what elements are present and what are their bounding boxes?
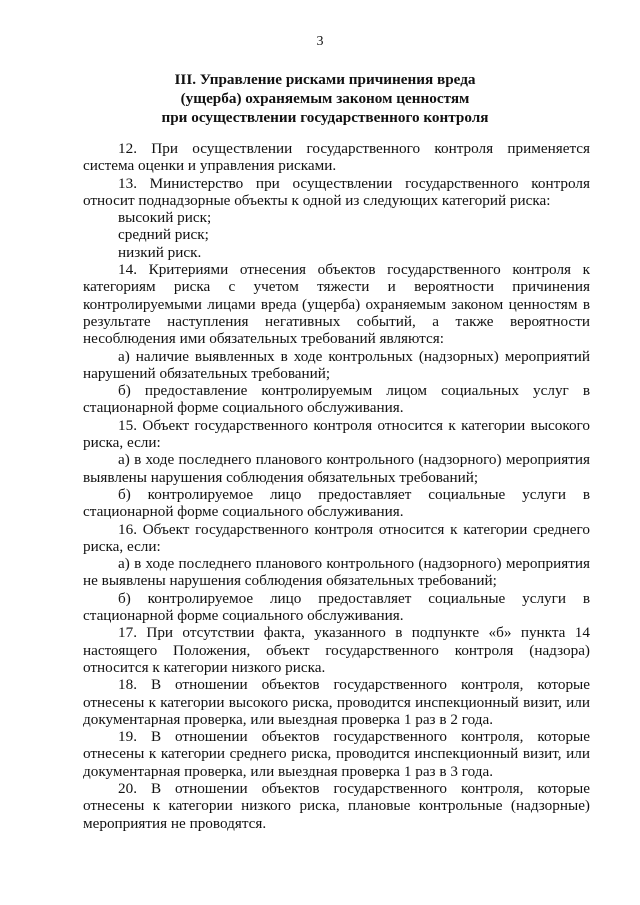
document-body <box>83 140 590 832</box>
paragraph-15-a: а) в ходе последнего планового контрольного (надзорного) мероприятия выявлены нарушения соблюдения обязательных требований; <box>83 451 590 486</box>
paragraph-14-b: б) предоставление контролируемым лицом социальных услуг в стационарной форме социального обслуживания. <box>83 382 590 417</box>
paragraph-15: 15. Объект государственного контроля относится к категории высокого риска, если: <box>83 416 590 452</box>
paragraph-17: 17. При отсутствии факта, указанного в подпункте «б» пункта 14 настоящего Положения, объект государственного контроля (надзора) относится к категории низкого риска. <box>83 624 590 676</box>
risk-category-medium: средний риск; <box>118 226 209 244</box>
paragraph-18: 18. В отношении объектов государственного контроля, которые отнесены к категории высокого риска, проводится инспекционный визит, или документарная проверка, или выездная проверка 1 раз в 2 года. <box>83 676 590 728</box>
paragraph-14-a: а) наличие выявленных в ходе контрольных (надзорных) мероприятий нарушений обязательных требований; <box>83 347 590 382</box>
paragraph-16-a: а) в ходе последнего планового контрольного (надзорного) мероприятия не выявлены нарушения соблюдения обязательных требований; <box>83 555 590 590</box>
paragraph-16: 16. Объект государственного контроля относится к категории среднего риска, если: <box>83 520 590 555</box>
section-heading-line-3: при осуществлении государственного контроля <box>161 109 489 126</box>
paragraph-15-b: б) контролируемое лицо предоставляет социальные услуги в стационарной форме социального обслуживания. <box>83 485 590 521</box>
page-number: 3 <box>316 34 324 49</box>
paragraph-13: 13. Министерство при осуществлении государственного контроля относит поднадзорные объекты к одной из следующих категорий риска: <box>83 174 590 209</box>
risk-category-high: высокий риск; <box>118 209 212 227</box>
section-heading-line-2: (ущерба) охраняемым законом ценностям <box>180 90 470 107</box>
section-heading <box>80 70 570 127</box>
paragraph-19: 19. В отношении объектов государственного контроля, которые отнесены к категории среднего риска, проводится инспекционный визит, или документарная проверка, или выездная проверка 1 раз в 3 года. <box>83 728 590 780</box>
paragraph-12: 12. При осуществлении государственного контроля применяется система оценки и управления рисками. <box>83 140 590 175</box>
paragraph-14: 14. Критериями отнесения объектов государственного контроля к категориям риска с учетом тяжести и вероятности причинения контролируемыми лицами вреда (ущерба) охраняемым законом ценностям в результате наступления негативных событий, а также вероятности несоблюдения ими обязательных требований являются: <box>83 261 590 348</box>
paragraph-16-b: б) контролируемое лицо предоставляет социальные услуги в стационарной форме социального обслуживания. <box>83 589 590 625</box>
section-heading-line-1: III. Управление рисками причинения вреда <box>174 71 476 88</box>
paragraph-20: 20. В отношении объектов государственного контроля, которые отнесены к категории низкого риска, плановые контрольные (надзорные) мероприятия не проводятся. <box>83 779 590 832</box>
risk-category-low: низкий риск. <box>118 243 202 261</box>
